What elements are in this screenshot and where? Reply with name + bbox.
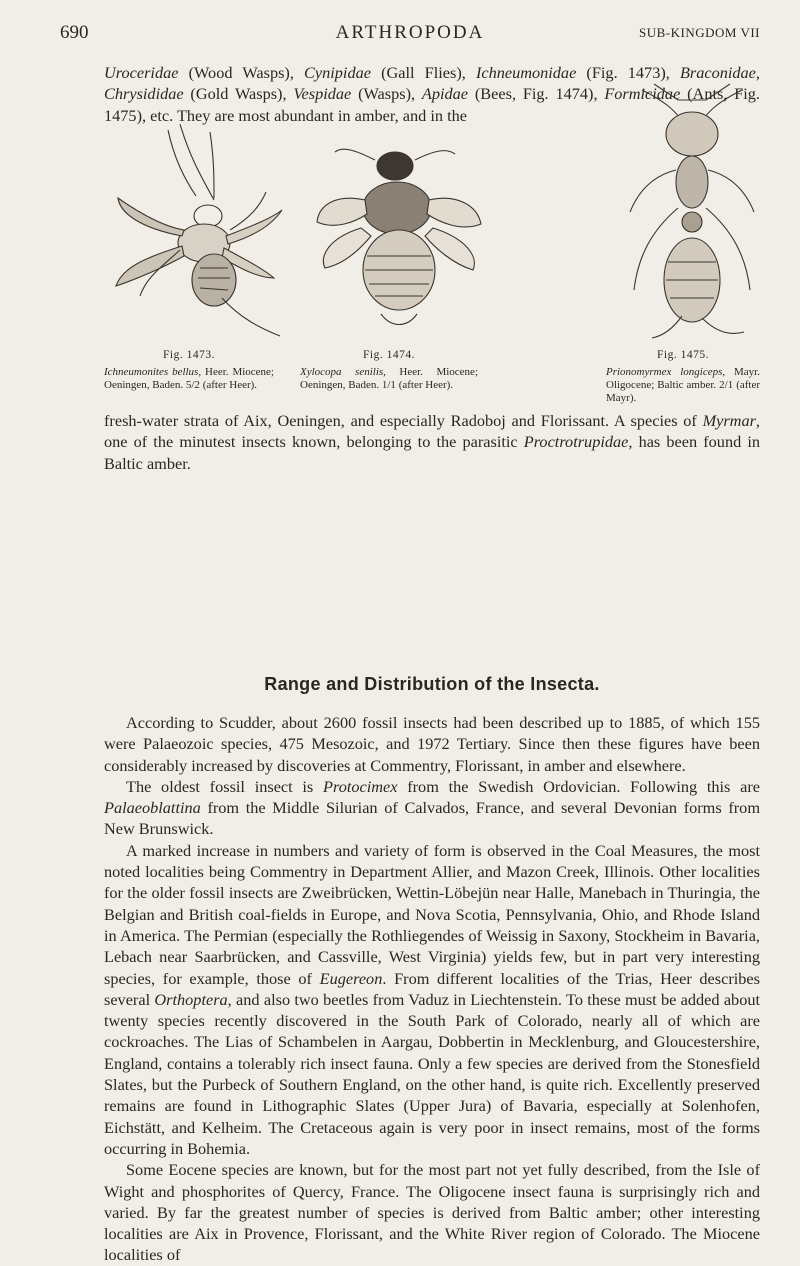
body-paragraph-4: Some Eocene species are known, but for the most part not yet fully described, from the Isle of Wight and phosphorites of Quercy, France. The Oligocene insect fauna is surprisingly rich and varied. By far the greatest number of species is derived from Baltic amber; other interesting localities are Aix in Provence, Florissant, and the White River region of Colorado. The Miocene localities of <box>104 1160 760 1265</box>
body-paragraph-3: A marked increase in numbers and variety of form is observed in the Coal Measures, the most noted localities being Commentry in Department Allier, and Mazon Creek, Illinois. Other localities for the older fossil insects are Zweibrücken, Wettin-Löbejün near Halle, Manebach in Thuringia, the Belgian and British coal-fields in Europe, and Nova Scotia, Pennsylvania, Ohio, and Rhode Island in America. The Permian (especially the Rothliegendes of Weissig in Saxony, Stockheim in Bavaria, Lebach near Saarbrücken, and Cassville, West Virginia) yields few, but in part very interesting species, for example, those of Eugereon. From different localities of the Trias, Heer describes several Orthoptera, and also two beetles from Vaduz in Liechtenstein. To these must be added about twenty species recently discovered in the South Park of Colorado, nearly all of which are cockroaches. The Lias of Schambelen in Aargau, Dobbertin in Mecklenburg, and Gloucestershire, England, contains a tolerably rich insect fauna. Only a few species are derived from the Stonesfield Slates, but the Purbeck of Southern England, on the other hand, is quite rich. Excellently preserved remains are found in Lithographic Slates (Upper Jura) of Bavaria, especially at Solenhofen, Eichstätt, and Kelheim. The Cretaceous again is very poor in insect remains, most of the forms occurring in Bohemia. <box>104 840 760 1158</box>
figure-1474-caption-text: Xylocopa senilis, Heer. Miocene; Oeningen, Baden. 1/1 (after Heer). <box>300 366 478 391</box>
body-text <box>104 712 760 1266</box>
figure-1474-caption <box>300 349 478 392</box>
page-number: 690 <box>60 22 89 43</box>
section-heading: Range and Distribution of the Insecta. <box>264 674 600 694</box>
top-paragraph-text: Uroceridae (Wood Wasps), Cynipidae (Gall Flies), Ichneumonidae (Fig. 1473), Braconidae, Chrysididae (Gold Wasps), Vespidae (Wasps), Apidae (Bees, Fig. 1474), Formicidae (Ants, Fig. 1475), etc. They are most abundant in amber, and in the <box>104 63 761 125</box>
paragraph-after-figures-text: fresh-water strata of Aix, Oeningen, and especially Radoboj and Florissant. A species of Myrmar, one of the minutest insects known, belonging to the parasitic Proctrotrupidae, has been found in Baltic amber. <box>104 411 761 473</box>
figure-1473-illustration <box>110 118 290 343</box>
figure-1475-label: Fig. 1475. <box>657 349 709 361</box>
body-paragraph-1: According to Scudder, about 2600 fossil insects had been described up to 1885, of which 155 were Palaeozoic species, 475 Mesozoic, and 1972 Tertiary. Since then these figures have been considerably increased by discoveries at Commentry, Florissant, in amber and elsewhere. <box>104 713 760 775</box>
paragraph-after-figures <box>104 410 760 474</box>
sub-kingdom-label: SUB-KINGDOM VII <box>638 25 760 40</box>
figure-1475-caption-text: Prionomyrmex longiceps, Mayr. Oligocene; Baltic amber. 2/1 (after Mayr). <box>606 366 761 404</box>
page-header <box>60 22 760 46</box>
running-title: ARTHROPODA <box>335 22 485 43</box>
body-paragraph-2: The oldest fossil insect is Protocimex from the Swedish Ordovician. Following this are Palaeoblattina from the Middle Silurian of Calvados, France, and several Devonian forms from New Brunswick. <box>104 776 761 839</box>
figure-1473-caption-text: Ichneumonites bellus, Heer. Miocene; Oeningen, Baden. 5/2 (after Heer). <box>104 366 274 391</box>
figure-1475-illustration <box>612 80 772 342</box>
figure-1473-caption <box>104 349 274 392</box>
figure-1475-caption <box>606 349 760 405</box>
figure-1474-illustration <box>315 138 485 333</box>
figure-1474-label: Fig. 1474. <box>363 349 415 361</box>
figure-1473-label: Fig. 1473. <box>163 349 215 361</box>
